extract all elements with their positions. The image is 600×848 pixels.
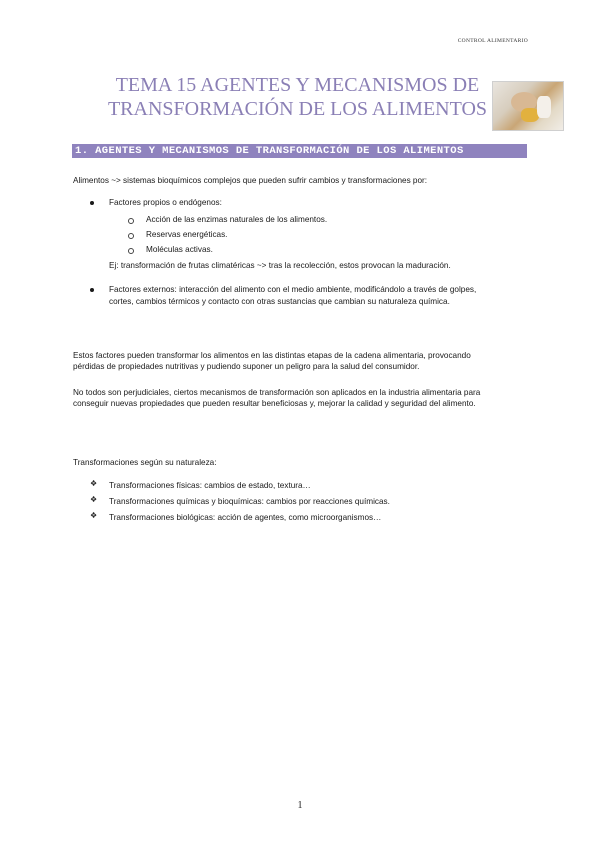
intro-text: Alimentos ~> sistemas bioquímicos complejos que pueden sufrir cambios y transformaciones por: [73, 176, 428, 185]
title-line-1: TEMA 15 AGENTES Y MECANISMOS DE [115, 74, 480, 96]
circle-bullet-icon [128, 233, 134, 239]
paragraph-1-line2: pérdidas de propiedades nutritivas y pudiendo suponer un peligro para la salud del consumidor. [73, 362, 420, 371]
diamond-bullet-icon: ❖ [90, 511, 98, 520]
paragraph-2-line2: conseguir nuevas propiedades que pueden resultar beneficiosas y, mejorar la calidad y seguridad del alimento. [73, 399, 476, 408]
page-title [100, 73, 495, 121]
circle-bullet-icon [128, 218, 134, 224]
diamond-bullet-icon: ❖ [90, 495, 98, 504]
transformations-heading: Transformaciones según su naturaleza: [73, 458, 217, 467]
bullet-dot-icon [90, 201, 94, 205]
paragraph-1-line1: Estos factores pueden transformar los alimentos en las distintas etapas de la cadena alimentaria, provocando [73, 351, 471, 360]
bullet-dot-icon [90, 288, 94, 292]
section-heading: 1. AGENTES Y MECANISMOS DE TRANSFORMACIÓN DE LOS ALIMENTOS [75, 145, 464, 157]
section-heading-bar [72, 144, 527, 158]
circle-bullet-icon [128, 248, 134, 254]
list-item: Reservas energéticas. [146, 230, 228, 239]
page-number: 1 [297, 800, 303, 811]
diamond-bullet-icon: ❖ [90, 479, 98, 488]
external-factors-line2: cortes, cambios térmicos y contacto con otras sustancias que cambian su naturaleza química. [109, 297, 450, 306]
example-text: Ej: transformación de frutas climatéricas ~> tras la recolección, estos provocan la maduración. [109, 261, 451, 270]
header-photo [492, 81, 564, 131]
list-item: Transformaciones físicas: cambios de estado, textura… [109, 481, 311, 490]
running-header: CONTROL ALIMENTARIO [457, 38, 528, 44]
list-item: Transformaciones químicas y bioquímicas: cambios por reacciones químicas. [109, 497, 390, 506]
list-item: Moléculas activas. [146, 245, 213, 254]
list-item: Acción de las enzimas naturales de los alimentos. [146, 215, 328, 224]
list-item: Transformaciones biológicas: acción de agentes, como microorganismos… [109, 513, 382, 522]
internal-factors-label: Factores propios o endógenos: [109, 198, 222, 207]
title-line-2: TRANSFORMACIÓN DE LOS ALIMENTOS [107, 98, 488, 120]
external-factors-line1: Factores externos: interacción del alimento con el medio ambiente, modificándolo a través de golpes, [109, 285, 477, 294]
paragraph-2-line1: No todos son perjudiciales, ciertos mecanismos de transformación son aplicados en la industria alimentaria para [73, 388, 481, 397]
photo-shape [537, 96, 551, 118]
